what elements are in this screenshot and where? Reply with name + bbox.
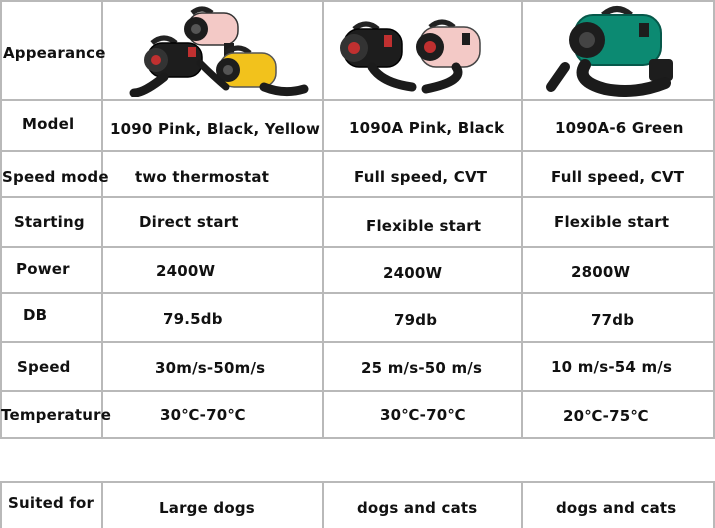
row-label-db: DB — [23, 306, 48, 324]
suited-for-col-1: Large dogs — [159, 499, 255, 517]
power-col-1: 2400W — [156, 262, 216, 280]
dryer-1090a-image — [326, 3, 518, 97]
speed-col-3: 10 m/s-54 m/s — [551, 358, 673, 376]
speed-mode-col-1: two thermostat — [135, 168, 270, 186]
column-divider — [101, 0, 103, 437]
row-label-starting: Starting — [14, 213, 85, 231]
column-divider — [521, 0, 523, 437]
starting-col-1: Direct start — [139, 213, 239, 231]
speed-col-2: 25 m/s-50 m/s — [361, 359, 483, 377]
row-divider — [0, 292, 715, 294]
temperature-col-3: 20℃-75℃ — [563, 407, 649, 425]
starting-col-2: Flexible start — [366, 217, 482, 235]
power-col-2: 2400W — [383, 264, 443, 282]
dryer-1090-image — [104, 3, 320, 97]
row-label-appearance: Appearance — [3, 44, 106, 62]
row-divider — [0, 0, 715, 2]
row-label-temperature: Temperature — [1, 406, 112, 424]
column-divider — [0, 481, 2, 528]
row-label-speed: Speed — [17, 358, 71, 376]
suited-for-col-3: dogs and cats — [556, 499, 677, 517]
row-divider — [0, 99, 715, 101]
starting-col-3: Flexible start — [554, 213, 670, 231]
column-divider — [101, 481, 103, 528]
model-col-3: 1090A-6 Green — [555, 119, 684, 137]
column-divider — [0, 0, 2, 437]
temperature-col-1: 30℃-70℃ — [160, 406, 246, 424]
speed-mode-col-2: Full speed, CVT — [354, 168, 488, 186]
row-divider — [0, 341, 715, 343]
column-divider — [521, 481, 523, 528]
column-divider — [322, 481, 324, 528]
speed-col-1: 30m/s-50m/s — [155, 359, 266, 377]
speed-mode-col-3: Full speed, CVT — [551, 168, 685, 186]
row-divider — [0, 246, 715, 248]
row-divider — [0, 196, 715, 198]
row-divider — [0, 390, 715, 392]
row-label-power: Power — [16, 260, 70, 278]
model-col-1: 1090 Pink, Black, Yellow — [110, 120, 321, 138]
column-divider — [322, 0, 324, 437]
row-label-suited-for: Suited for — [8, 494, 95, 512]
dryer-1090a-6-image — [525, 3, 711, 97]
temperature-col-2: 30℃-70℃ — [380, 406, 466, 424]
row-label-speed-mode: Speed mode — [2, 168, 109, 186]
db-col-2: 79db — [394, 311, 438, 329]
model-col-2: 1090A Pink, Black — [349, 119, 505, 137]
row-divider — [0, 150, 715, 152]
suited-for-col-2: dogs and cats — [357, 499, 478, 517]
row-label-model: Model — [22, 115, 75, 133]
db-col-1: 79.5db — [163, 310, 223, 328]
power-col-3: 2800W — [571, 263, 631, 281]
db-col-3: 77db — [591, 311, 635, 329]
row-divider — [0, 437, 715, 439]
row-divider — [0, 481, 715, 483]
